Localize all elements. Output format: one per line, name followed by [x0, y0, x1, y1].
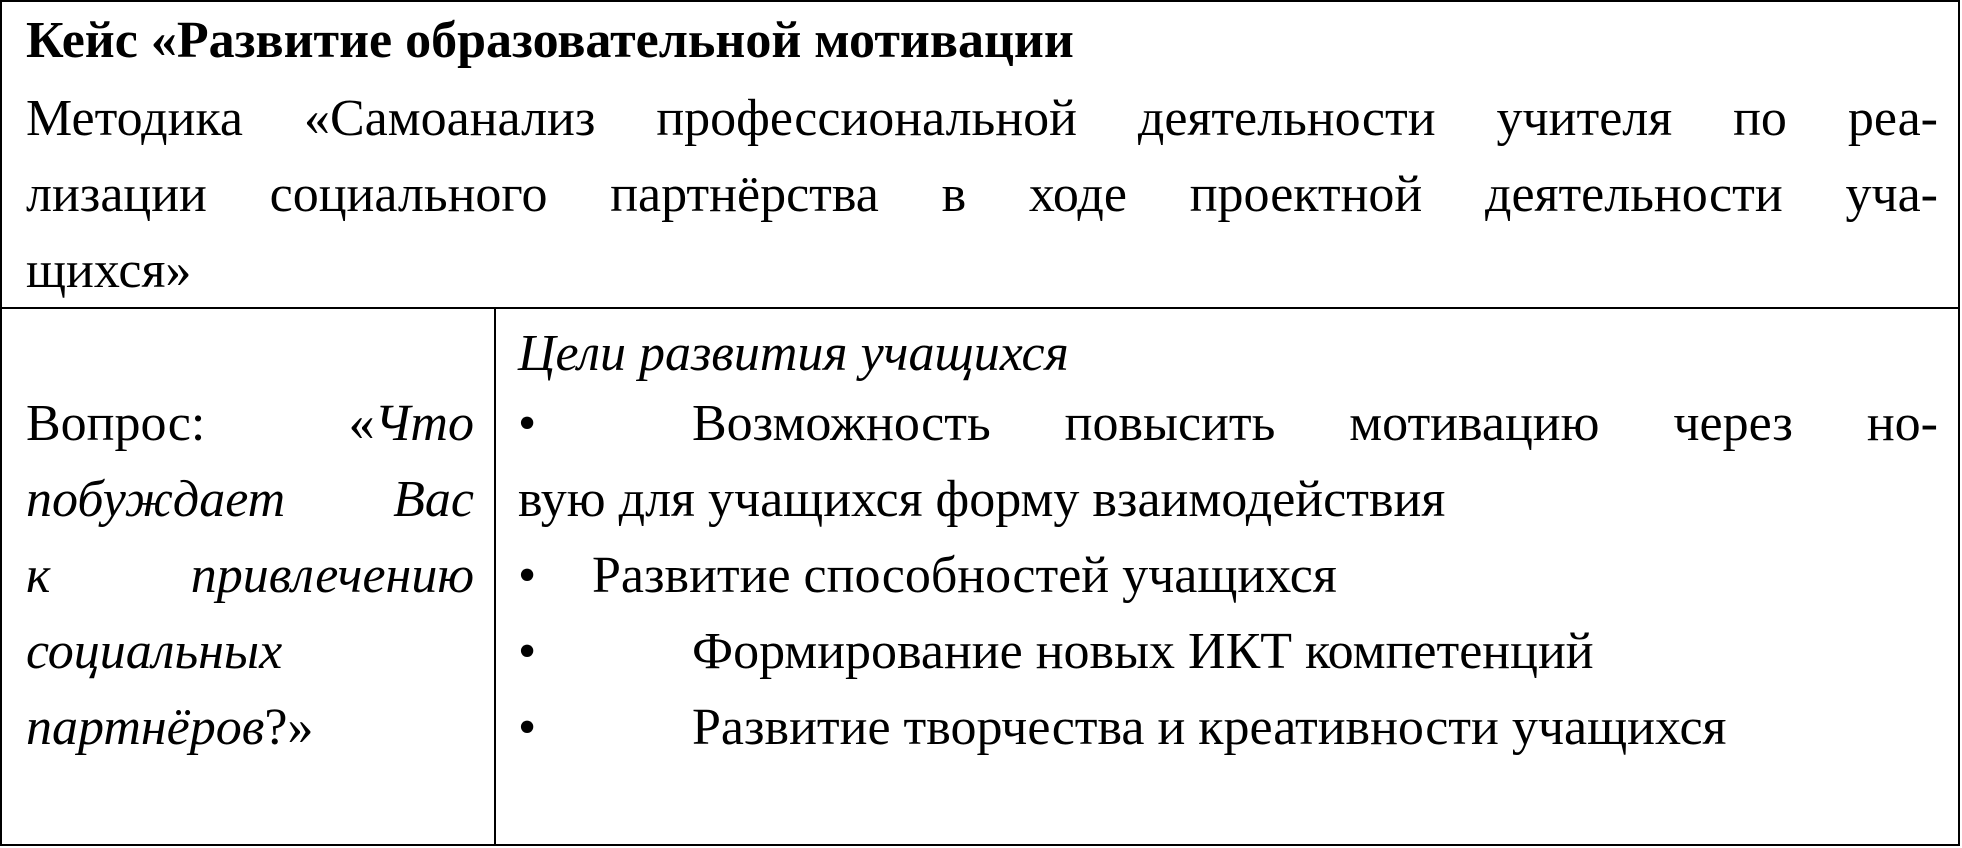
method-line-3: щихся» [26, 242, 192, 299]
question-word-1: Что [374, 395, 474, 452]
question-line-2 [26, 469, 474, 531]
close-quote: ?» [264, 699, 314, 756]
open-quote: « [348, 395, 375, 452]
question-line-4: социальных [26, 623, 283, 680]
bullet-marker-3: • [518, 623, 537, 680]
goal-item-1-line-1: Возможность повысить мотивацию через но- [692, 395, 1938, 452]
question-label: Вопрос: [26, 395, 349, 452]
bullet-marker-2: • [518, 547, 537, 604]
bullet-marker-1: • [518, 395, 537, 452]
question-cell [2, 309, 496, 844]
goal-item-3: Формирование новых ИКТ компетенций [692, 623, 1594, 680]
question-line-3 [26, 545, 474, 607]
goals-heading: Цели развития учащихся [518, 325, 1069, 382]
goal-item-1-line-2: вую для учащихся форму взаимодействия [518, 471, 1446, 528]
goal-item-2: Развитие способностей учащихся [592, 547, 1337, 604]
bullet-marker-4: • [518, 699, 537, 756]
case-header-cell [2, 2, 1958, 309]
question-text-start [349, 395, 474, 452]
question-line-5 [26, 697, 474, 759]
question-word-6: партнёров [26, 699, 265, 756]
question-word-5: привлечению [190, 547, 474, 604]
goals-cell [496, 309, 1958, 844]
method-line-1: Методика «Самоанализ профессиональной деятельности учителя по реа- [26, 90, 1938, 147]
question-word-3: Вас [393, 471, 474, 528]
case-title: Кейс «Развитие образовательной мотивации [26, 12, 1074, 69]
method-line-2: лизации социального партнёрства в ходе проектной деятельности уча- [26, 166, 1938, 223]
question-word-2: побуждает [26, 471, 286, 528]
question-word-4: к [26, 547, 51, 604]
goal-item-4: Развитие творчества и креативности учащихся [692, 699, 1727, 756]
question-line-1 [26, 393, 474, 455]
